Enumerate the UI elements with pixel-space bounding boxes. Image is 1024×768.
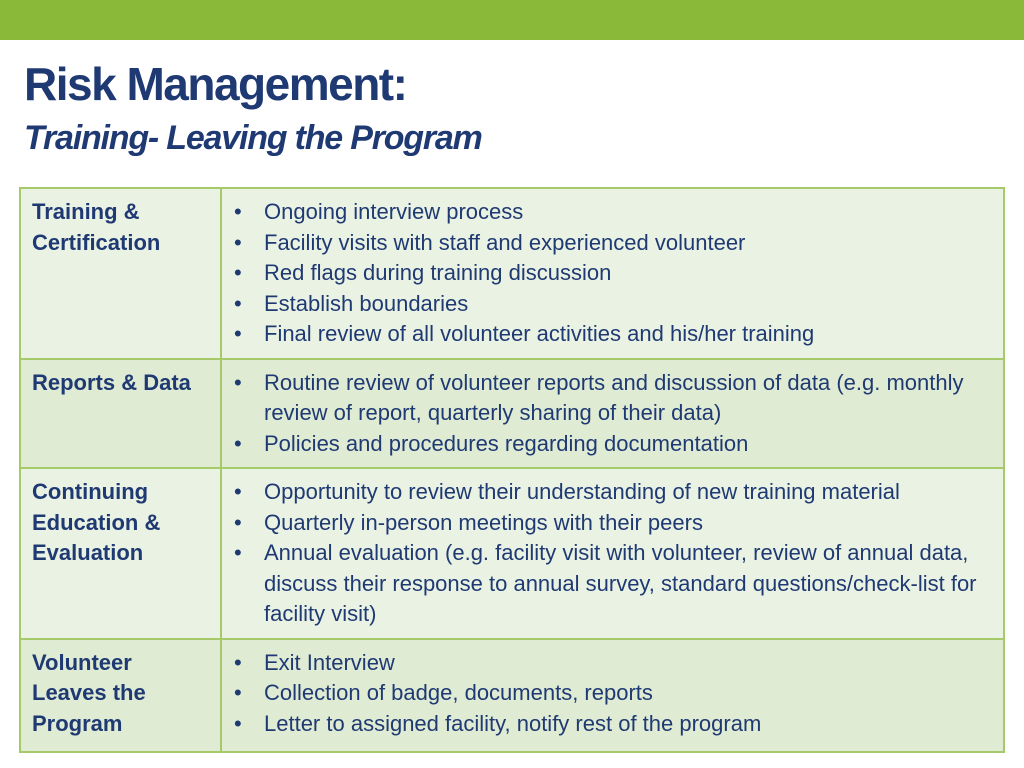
list-item-text: Letter to assigned facility, notify rest of the program — [264, 710, 762, 736]
list-item — [230, 709, 995, 740]
bullet-icon: • — [234, 229, 242, 255]
list-item — [230, 648, 995, 679]
list-item-text: Final review of all volunteer activities and his/her training — [264, 321, 815, 346]
table-row — [20, 188, 1004, 359]
page-title: Risk Management: — [24, 58, 407, 110]
bullet-icon: • — [234, 540, 242, 565]
list-item-text: Collection of badge, documents, reports — [264, 680, 653, 705]
list-item-text: Facility visits with staff and experienced volunteer — [264, 229, 746, 255]
bullet-icon: • — [234, 430, 242, 456]
list-item-text: Quarterly in-person meetings with their peers — [264, 509, 703, 535]
bullet-icon: • — [234, 260, 242, 285]
bullet-icon: • — [234, 649, 242, 675]
bullet-icon: • — [234, 680, 242, 705]
row-label: Training & Certification — [20, 188, 221, 359]
bullet-icon: • — [234, 509, 242, 535]
row-content — [221, 359, 1004, 469]
list-item — [230, 538, 995, 630]
list-item — [230, 197, 995, 228]
bullet-icon: • — [234, 369, 242, 395]
list-item — [230, 429, 995, 460]
bullet-icon: • — [234, 479, 242, 504]
table-row — [20, 359, 1004, 469]
list-item — [230, 508, 995, 539]
list-item — [230, 319, 995, 350]
list-item-text: Annual evaluation (e.g. facility visit with volunteer, review of annual data, discuss their response to annual survey, standard questions/check-list for facility visit) — [264, 540, 977, 626]
list-item-text: Opportunity to review their understanding of new training material — [264, 479, 900, 504]
list-item — [230, 258, 995, 289]
bullet-list — [230, 477, 995, 630]
list-item — [230, 368, 995, 429]
top-accent-bar — [0, 0, 1024, 40]
list-item — [230, 228, 995, 259]
list-item-text: Ongoing interview process — [264, 199, 524, 224]
list-item-text: Policies and procedures regarding documentation — [264, 430, 749, 456]
list-item — [230, 678, 995, 709]
bullet-icon: • — [234, 321, 242, 346]
table-row — [20, 639, 1004, 752]
list-item-text: Red flags during training discussion — [264, 260, 612, 285]
page-subtitle: Training- Leaving the Program — [24, 119, 482, 157]
list-item — [230, 477, 995, 508]
list-item-text: Establish boundaries — [264, 290, 469, 316]
risk-management-table — [19, 187, 1005, 753]
bullet-list — [230, 197, 995, 350]
table-row — [20, 468, 1004, 639]
bullet-icon: • — [234, 199, 242, 224]
row-content — [221, 468, 1004, 639]
row-label: Volunteer Leaves the Program — [20, 639, 221, 752]
row-content — [221, 188, 1004, 359]
row-label: Reports & Data — [20, 359, 221, 469]
row-label: Continuing Education & Evaluation — [20, 468, 221, 639]
list-item-text: Routine review of volunteer reports and discussion of data (e.g. monthly review of report, quarterly sharing of their data) — [264, 369, 964, 425]
bullet-list — [230, 368, 995, 460]
list-item-text: Exit Interview — [264, 649, 395, 675]
bullet-list — [230, 648, 995, 740]
list-item — [230, 289, 995, 320]
bullet-icon: • — [234, 290, 242, 316]
row-content — [221, 639, 1004, 752]
bullet-icon: • — [234, 710, 242, 736]
